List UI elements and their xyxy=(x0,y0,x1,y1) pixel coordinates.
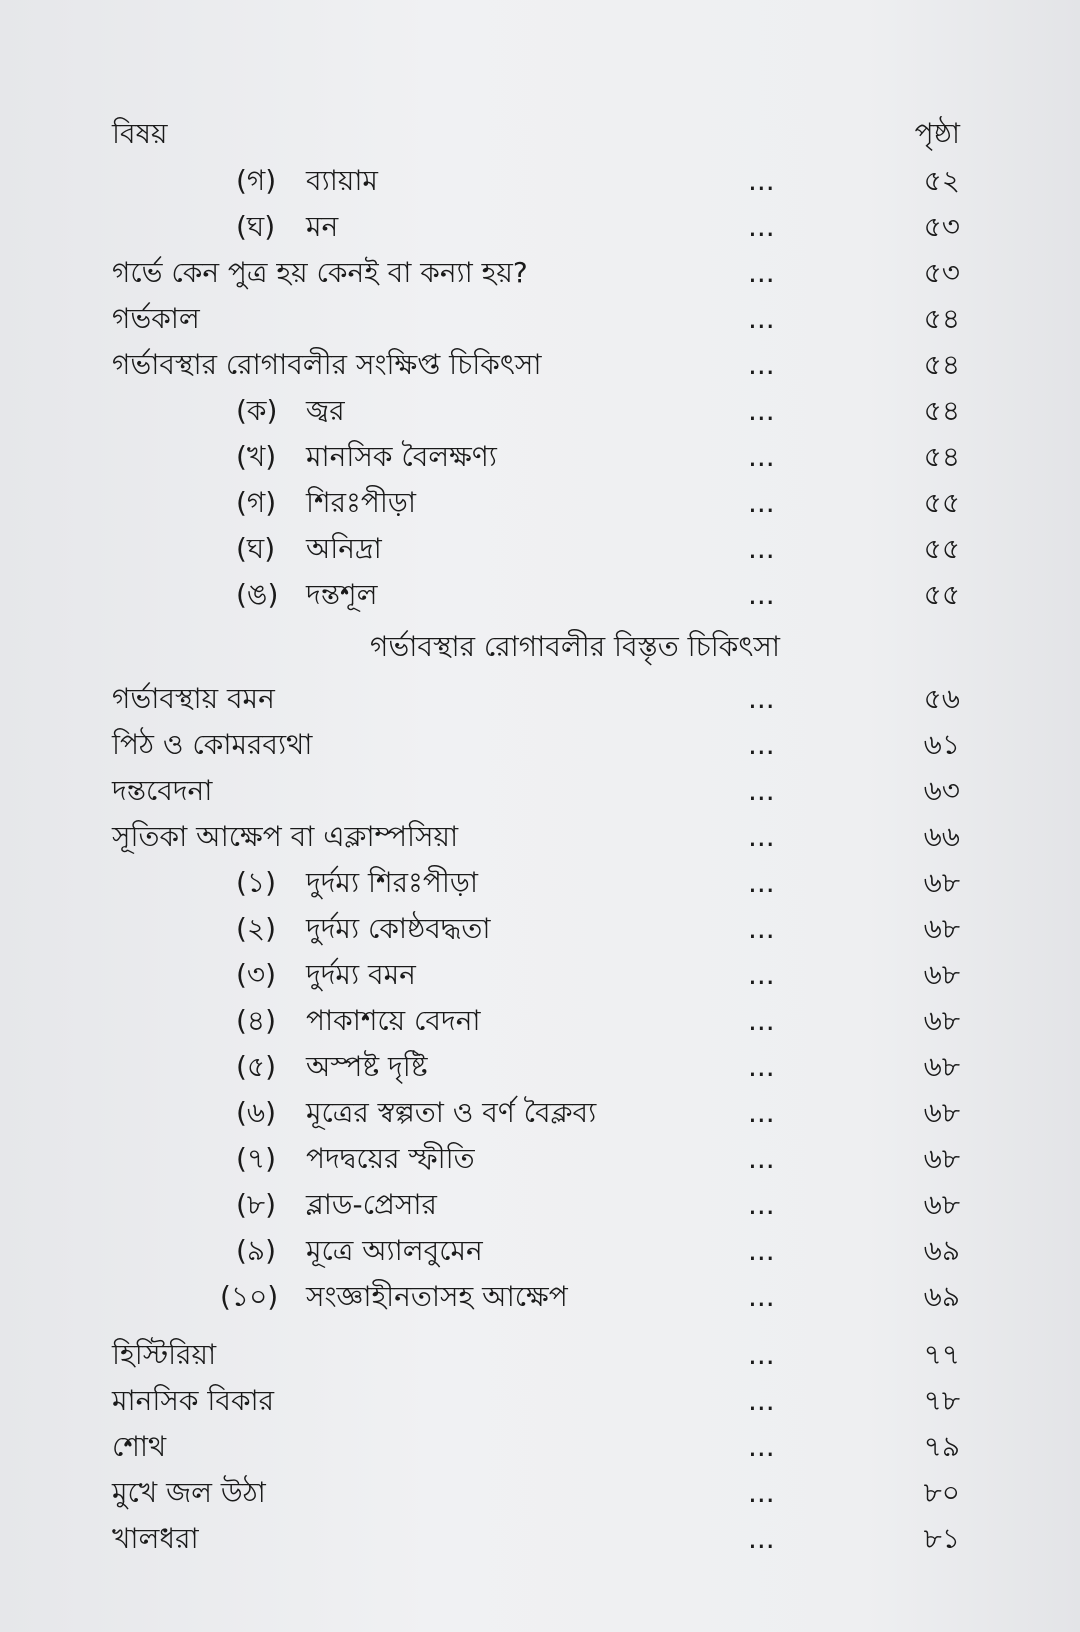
leader-dots: ... xyxy=(748,1430,775,1463)
entry-label xyxy=(112,1470,266,1516)
entry-page-number: ৫৪ xyxy=(923,394,960,427)
entry-number: (২) xyxy=(236,912,277,945)
toc-entry xyxy=(0,1228,1080,1274)
entry-label xyxy=(236,952,416,998)
entry-page-number: ৭৭ xyxy=(923,1338,960,1371)
entry-title: মানসিক বৈলক্ষণ্য xyxy=(306,440,497,473)
toc-entry xyxy=(0,1424,1080,1470)
entry-label xyxy=(112,1516,199,1562)
entry-number: (৯) xyxy=(236,1234,277,1267)
entry-number: (৪) xyxy=(236,1004,277,1037)
leader-dots: ... xyxy=(748,912,775,945)
entry-page-number: ৬৮ xyxy=(923,1004,960,1037)
entry-title: দন্তশূল xyxy=(306,578,378,611)
leader-dots: ... xyxy=(748,164,775,197)
toc-entry xyxy=(0,480,1080,526)
entry-label xyxy=(236,1182,437,1228)
toc-entry xyxy=(0,250,1080,296)
entry-label xyxy=(236,1228,483,1274)
leader-dots: ... xyxy=(748,1522,775,1555)
leader-dots: ... xyxy=(748,1142,775,1175)
toc-entry xyxy=(0,434,1080,480)
leader-dots: ... xyxy=(748,866,775,899)
section-heading: গর্ভাবস্থার রোগাবলীর বিস্তৃত চিকিৎসা xyxy=(370,630,780,663)
entry-page-number: ৬৬ xyxy=(923,820,960,853)
entry-label xyxy=(236,158,378,204)
entry-page-number: ৬৮ xyxy=(923,866,960,899)
entry-title: দুর্দম্য বমন xyxy=(306,958,416,991)
entry-page-number: ৫৫ xyxy=(923,532,960,565)
entry-label xyxy=(112,768,212,814)
entry-label xyxy=(112,676,275,722)
entry-number: (১) xyxy=(236,866,277,899)
entry-label xyxy=(236,998,481,1044)
toc-entry xyxy=(0,722,1080,768)
entry-page-number: ৫৪ xyxy=(923,348,960,381)
entry-title: সূতিকা আক্ষেপ বা এক্লাম্পসিয়া xyxy=(112,820,459,853)
entry-page-number: ৬৮ xyxy=(923,1050,960,1083)
entry-label xyxy=(112,814,458,860)
entry-title: খালধরা xyxy=(112,1522,199,1555)
entry-number: (৬) xyxy=(236,1096,277,1129)
leader-dots: ... xyxy=(748,1280,775,1313)
entry-page-number: ৬৮ xyxy=(923,1142,960,1175)
entry-number: (খ) xyxy=(236,440,277,473)
entry-title: মুখে জল উঠা xyxy=(112,1476,266,1509)
entry-label xyxy=(112,250,528,296)
entry-title: মন xyxy=(306,210,339,243)
entry-page-number: ৭৮ xyxy=(923,1384,960,1417)
spacer xyxy=(0,1320,1080,1332)
leader-dots: ... xyxy=(748,256,775,289)
entry-page-number: ৬১ xyxy=(923,728,960,761)
toc-entry xyxy=(0,860,1080,906)
entry-number: (ক) xyxy=(236,394,278,427)
entry-label xyxy=(236,1090,596,1136)
toc-entry xyxy=(0,1332,1080,1378)
entry-page-number: ৫৬ xyxy=(923,682,960,715)
entry-number: (৩) xyxy=(236,958,277,991)
entry-title: সংজ্ঞাহীনতাসহ আক্ষেপ xyxy=(306,1280,568,1313)
leader-dots: ... xyxy=(748,210,775,243)
toc-entry xyxy=(0,158,1080,204)
toc-header xyxy=(0,112,1080,158)
toc-entry xyxy=(0,1378,1080,1424)
page-heading: পৃষ্ঠা xyxy=(914,117,960,150)
entry-page-number: ৮০ xyxy=(923,1476,960,1509)
leader-dots: ... xyxy=(748,774,775,807)
entry-page-number: ৫৫ xyxy=(923,486,960,519)
toc-entry xyxy=(0,1182,1080,1228)
leader-dots: ... xyxy=(748,394,775,427)
entry-page-number: ৬৮ xyxy=(923,1096,960,1129)
entry-label xyxy=(236,1044,428,1090)
toc-entry xyxy=(0,572,1080,618)
entry-title: দুর্দম্য শিরঃপীড়া xyxy=(306,866,479,899)
entry-page-number: ৫৪ xyxy=(923,440,960,473)
entry-title: শিরঃপীড়া xyxy=(306,486,417,519)
leader-dots: ... xyxy=(748,1234,775,1267)
entry-label xyxy=(236,388,345,434)
entry-page-number: ৭৯ xyxy=(923,1430,960,1463)
leader-dots: ... xyxy=(748,532,775,565)
leader-dots: ... xyxy=(748,486,775,519)
entry-label xyxy=(236,860,478,906)
entry-title: গর্ভাবস্থার রোগাবলীর সংক্ষিপ্ত চিকিৎসা xyxy=(112,348,542,381)
entry-label xyxy=(236,526,382,572)
entry-label xyxy=(236,480,416,526)
toc-entry xyxy=(0,814,1080,860)
entry-page-number: ৬৮ xyxy=(923,1188,960,1221)
leader-dots: ... xyxy=(748,1004,775,1037)
entry-label xyxy=(236,906,491,952)
entry-title: দন্তবেদনা xyxy=(112,774,213,807)
leader-dots: ... xyxy=(748,1338,775,1371)
entry-number: (৮) xyxy=(236,1188,277,1221)
entry-title: অনিদ্রা xyxy=(306,532,382,565)
toc-entry xyxy=(0,1470,1080,1516)
entry-title: পাকাশয়ে বেদনা xyxy=(306,1004,481,1037)
entry-page-number: ৫৩ xyxy=(923,256,960,289)
toc-entry xyxy=(0,1274,1080,1320)
leader-dots: ... xyxy=(748,1096,775,1129)
entry-page-number: ৬৮ xyxy=(923,958,960,991)
toc-entry xyxy=(0,1090,1080,1136)
toc-entry xyxy=(0,388,1080,434)
toc-entry xyxy=(0,296,1080,342)
leader-dots: ... xyxy=(748,1384,775,1417)
leader-dots: ... xyxy=(748,348,775,381)
entry-number: (ঙ) xyxy=(236,578,279,611)
toc-entry xyxy=(0,1044,1080,1090)
entry-page-number: ৬৯ xyxy=(923,1234,960,1267)
toc-entry xyxy=(0,1516,1080,1562)
leader-dots: ... xyxy=(748,682,775,715)
entry-page-number: ৫৪ xyxy=(923,302,960,335)
entry-title: গর্ভকাল xyxy=(112,302,200,335)
entry-number: (গ) xyxy=(236,164,277,197)
subject-heading: বিষয় xyxy=(112,117,168,150)
leader-dots: ... xyxy=(748,1050,775,1083)
entry-title: পিঠ ও কোমরব্যথা xyxy=(112,728,313,761)
entry-number: (ঘ) xyxy=(236,532,276,565)
leader-dots: ... xyxy=(748,440,775,473)
entry-page-number: ৬৩ xyxy=(923,774,960,807)
entry-title: ব্যায়াম xyxy=(306,164,378,197)
toc-entry xyxy=(0,1136,1080,1182)
entry-page-number: ৮১ xyxy=(923,1522,960,1555)
entry-title: মানসিক বিকার xyxy=(112,1384,275,1417)
entry-label xyxy=(220,1274,568,1320)
entry-number: (১০) xyxy=(220,1280,279,1313)
leader-dots: ... xyxy=(748,958,775,991)
entry-page-number: ৫২ xyxy=(923,164,960,197)
toc-entry xyxy=(0,952,1080,998)
leader-dots: ... xyxy=(748,302,775,335)
entry-label xyxy=(236,204,338,250)
entry-title: শোথ xyxy=(112,1430,167,1463)
entry-title: অস্পষ্ট দৃষ্টি xyxy=(306,1050,428,1083)
toc-entry xyxy=(0,768,1080,814)
entry-title: জ্বর xyxy=(306,394,345,427)
entry-title: মূত্রে অ্যালবুমেন xyxy=(306,1234,483,1267)
toc-entry xyxy=(0,676,1080,722)
entry-title: ব্লাড-প্রেসার xyxy=(306,1188,437,1221)
entry-number: (৭) xyxy=(236,1142,277,1175)
leader-dots: ... xyxy=(748,578,775,611)
entry-title: পদদ্বয়ের স্ফীতি xyxy=(306,1142,475,1175)
entry-label xyxy=(112,296,200,342)
entry-page-number: ৬৯ xyxy=(923,1280,960,1313)
entry-number: (ঘ) xyxy=(236,210,276,243)
entry-label xyxy=(112,722,312,768)
entry-page-number: ৫৫ xyxy=(923,578,960,611)
entry-title: দুর্দম্য কোষ্ঠবদ্ধতা xyxy=(306,912,491,945)
entry-label xyxy=(112,1332,216,1378)
entry-label xyxy=(112,1424,166,1470)
entry-title: গর্ভে কেন পুত্র হয় কেনই বা কন্যা হয়? xyxy=(112,256,528,289)
entry-label xyxy=(236,572,377,618)
entry-title: মূত্রের স্বল্পতা ও বর্ণ বৈক্লব্য xyxy=(306,1096,597,1129)
entry-label xyxy=(236,1136,475,1182)
leader-dots: ... xyxy=(748,820,775,853)
toc-entry xyxy=(0,526,1080,572)
toc-entry xyxy=(0,998,1080,1044)
entry-page-number: ৫৩ xyxy=(923,210,960,243)
entry-page-number: ৬৮ xyxy=(923,912,960,945)
entry-title: হিস্টিরিয়া xyxy=(112,1338,217,1371)
leader-dots: ... xyxy=(748,1476,775,1509)
leader-dots: ... xyxy=(748,728,775,761)
entry-title: গর্ভাবস্থায় বমন xyxy=(112,682,275,715)
toc-entry xyxy=(0,342,1080,388)
toc-entry xyxy=(0,906,1080,952)
toc-entry xyxy=(0,204,1080,250)
leader-dots: ... xyxy=(748,1188,775,1221)
entry-number: (৫) xyxy=(236,1050,277,1083)
entry-number: (গ) xyxy=(236,486,277,519)
entry-label xyxy=(236,434,497,480)
entry-label xyxy=(112,342,541,388)
entry-label xyxy=(112,1378,274,1424)
toc-list xyxy=(0,158,1080,1562)
